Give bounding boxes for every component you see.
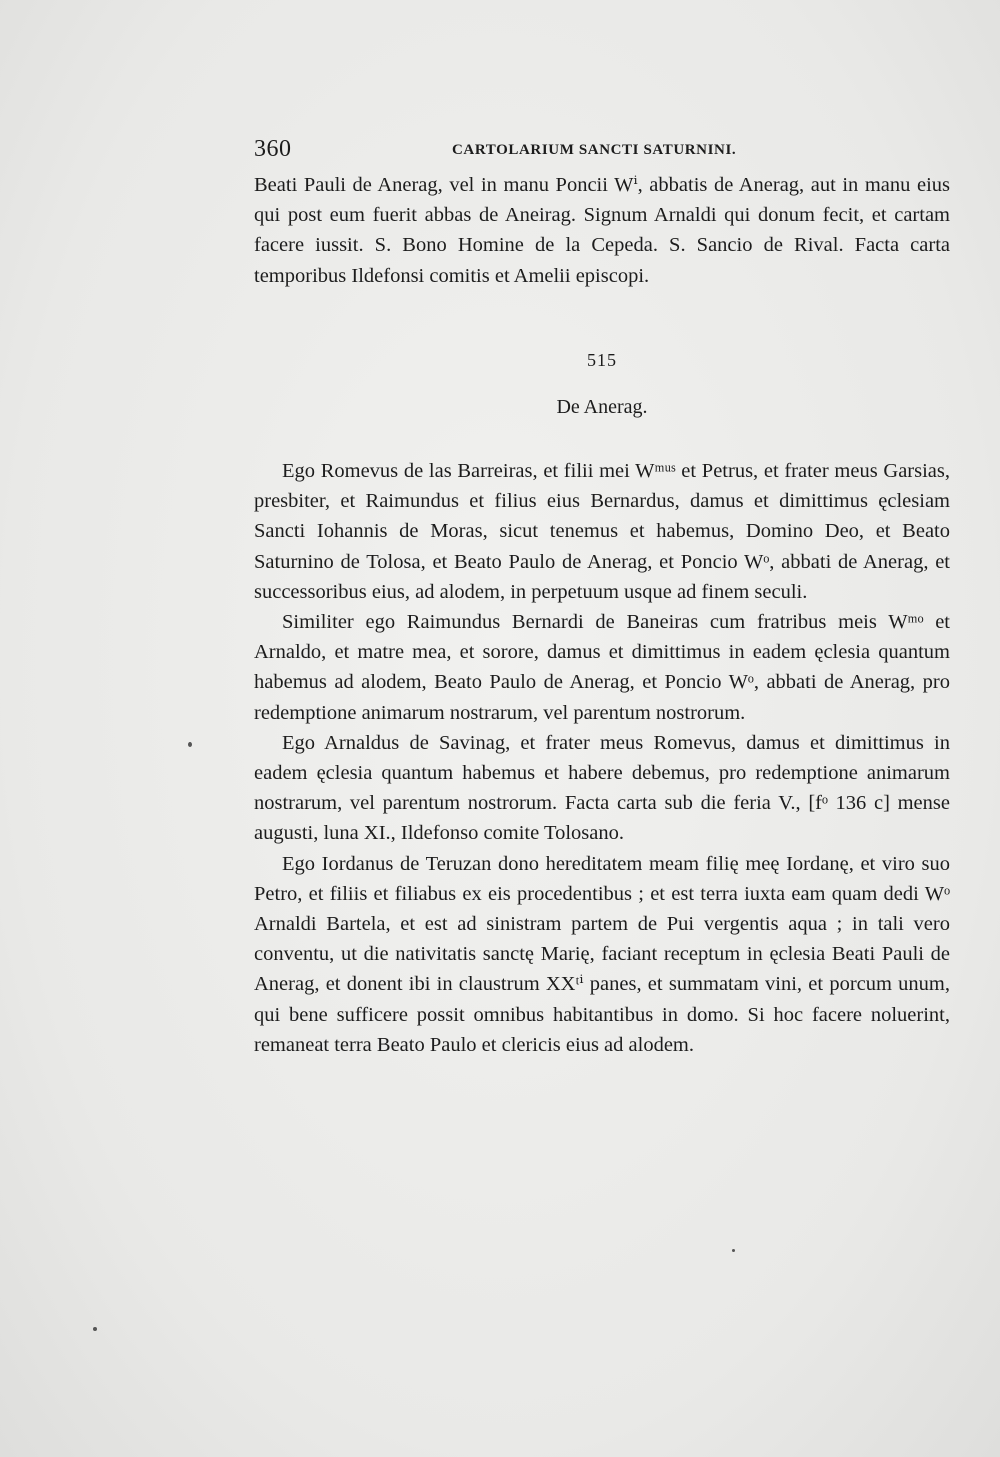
continuation-text: [254, 170, 950, 291]
continuation-paragraph: Beati Pauli de Anerag, vel in manu Poncii Wⁱ, abbatis de Anerag, aut in manu eius qui post eum fuerit abbas de Aneirag. Signum Arnaldi qui donum fecit, et cartam facere iussit. S. Bono Homine de la Cepeda. S. Sancio de Rival. Facta carta temporibus Ildefonsi comitis et Amelii episcopi.: [254, 174, 950, 287]
charter-title: De Anerag.: [556, 396, 648, 418]
running-head: CARTOLARIUM SANCTI SATURNINI.: [452, 142, 737, 158]
charter-paragraph: Ego Iordanus de Teruzan dono hereditatem meam filię meę Iordanę, et viro suo Petro, et filiis et filiabus ex eis procedentibus ; et est terra iuxta eam quam dedi Wᵒ Arnaldi Bartela, et est ad sinistram partem de Pui vergentis aqua ; in tali vero conventu, ut die nativitatis sanctę Marię, faciant receptum in ęclesia Beati Pauli de Anerag, et donent ibi in claustrum XXᵗⁱ panes, et summatam vini, et porcum unum, qui bene sufficere possit omnibus habitantibus in domo. Si hoc facere noluerint, remaneat terra Beato Paulo et clericis eius ad alodem.: [254, 852, 950, 1056]
paper-speck: [732, 1249, 735, 1252]
charter-paragraph: Ego Romevus de las Barreiras, et filii mei Wᵐᵘˢ et Petrus, et frater meus Garsias, presbiter, et Raimundus et filius eius Bernardus, damus et dimittimus ęclesiam Sancti Iohannis de Moras, sicut tenemus et habemus, Domino Deo, et Beato Saturnino de Tolosa, et Beato Paulo de Anerag, et Poncio Wᵒ, abbati de Anerag, et successoribus eius, ad alodem, in perpetuum usque ad finem seculi.: [254, 460, 950, 603]
charter-body: [254, 456, 950, 1060]
page-number: 360: [254, 136, 292, 162]
charter-number: 515: [587, 350, 617, 370]
charter-paragraph: Ego Arnaldus de Savinag, et frater meus Romevus, damus et dimittimus in eadem ęclesia quantum habemus et habere debemus, pro redemptione animarum nostrarum, vel parentum nostrorum. Facta carta sub die feria V., [fᵒ 136 c] mense augusti, luna XI., Ildefonso comite Tolosano.: [254, 731, 950, 845]
page-header: [254, 136, 950, 166]
paper-speck: [93, 1327, 97, 1331]
paper-speck: [188, 742, 192, 747]
charter-paragraph: Similiter ego Raimundus Bernardi de Baneiras cum fratribus meis Wᵐᵒ et Arnaldo, et matre mea, et sorore, damus et dimittimus in eadem ęclesia quantum habemus ad alodem, Beato Paulo de Anerag, et Poncio Wᵒ, abbati de Anerag, pro redemptione animarum nostrarum, vel parentum nostrorum.: [254, 611, 950, 724]
